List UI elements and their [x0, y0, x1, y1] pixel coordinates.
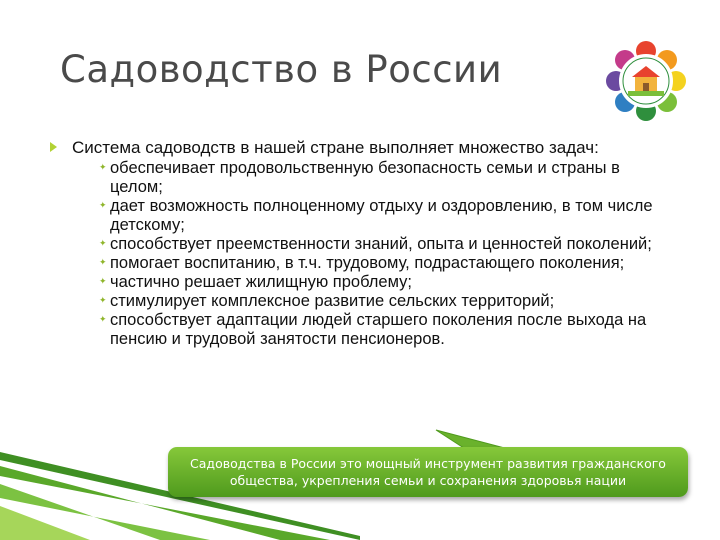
callout-line: Садоводства в России это мощный инструмент развития гражданского — [190, 456, 666, 471]
list-item — [99, 311, 668, 349]
callout-box — [168, 447, 688, 497]
list-item-text: обеспечивает продовольственную безопасность семьи и страны в целом; — [110, 159, 620, 196]
dot-bullet-icon: ✦ — [99, 276, 107, 286]
list-item — [99, 273, 668, 292]
dot-bullet-icon: ✦ — [99, 295, 107, 305]
list-item-text: помогает воспитанию, в т.ч. трудовому, подрастающего поколения; — [110, 254, 625, 272]
list-item — [99, 159, 668, 197]
callout-line: общества, укрепления семьи и сохранения здоровья нации — [229, 473, 627, 488]
main-bullet-text: Система садоводств в нашей стране выполняет множество задач: — [72, 138, 599, 157]
list-item-text: способствует адаптации людей старшего поколения после выхода на пенсию и трудовой занятости пенсионеров. — [110, 311, 647, 348]
dot-bullet-icon: ✦ — [99, 200, 107, 210]
dot-bullet-icon: ✦ — [99, 162, 107, 172]
list-item-text: дает возможность полноценному отдыху и оздоровлению, в том числе детскому; — [110, 197, 653, 234]
list-item-text: способствует преемственности знаний, опыта и ценностей поколений; — [110, 235, 652, 253]
sub-bullet-list — [48, 159, 668, 349]
slide-content — [48, 138, 668, 349]
dot-bullet-icon: ✦ — [99, 238, 107, 248]
list-item — [99, 254, 668, 273]
dot-bullet-icon: ✦ — [99, 314, 107, 324]
list-item — [99, 235, 668, 254]
dot-bullet-icon: ✦ — [99, 257, 107, 267]
list-item — [99, 292, 668, 311]
flower-logo — [603, 38, 689, 124]
main-bullet — [48, 138, 668, 157]
list-item — [99, 197, 668, 235]
list-item-text: частично решает жилищную проблему; — [110, 273, 412, 291]
page-title: Садоводство в России — [60, 48, 503, 91]
triangle-bullet-icon — [50, 142, 57, 152]
list-item-text: стимулирует комплексное развитие сельских территорий; — [110, 292, 555, 310]
